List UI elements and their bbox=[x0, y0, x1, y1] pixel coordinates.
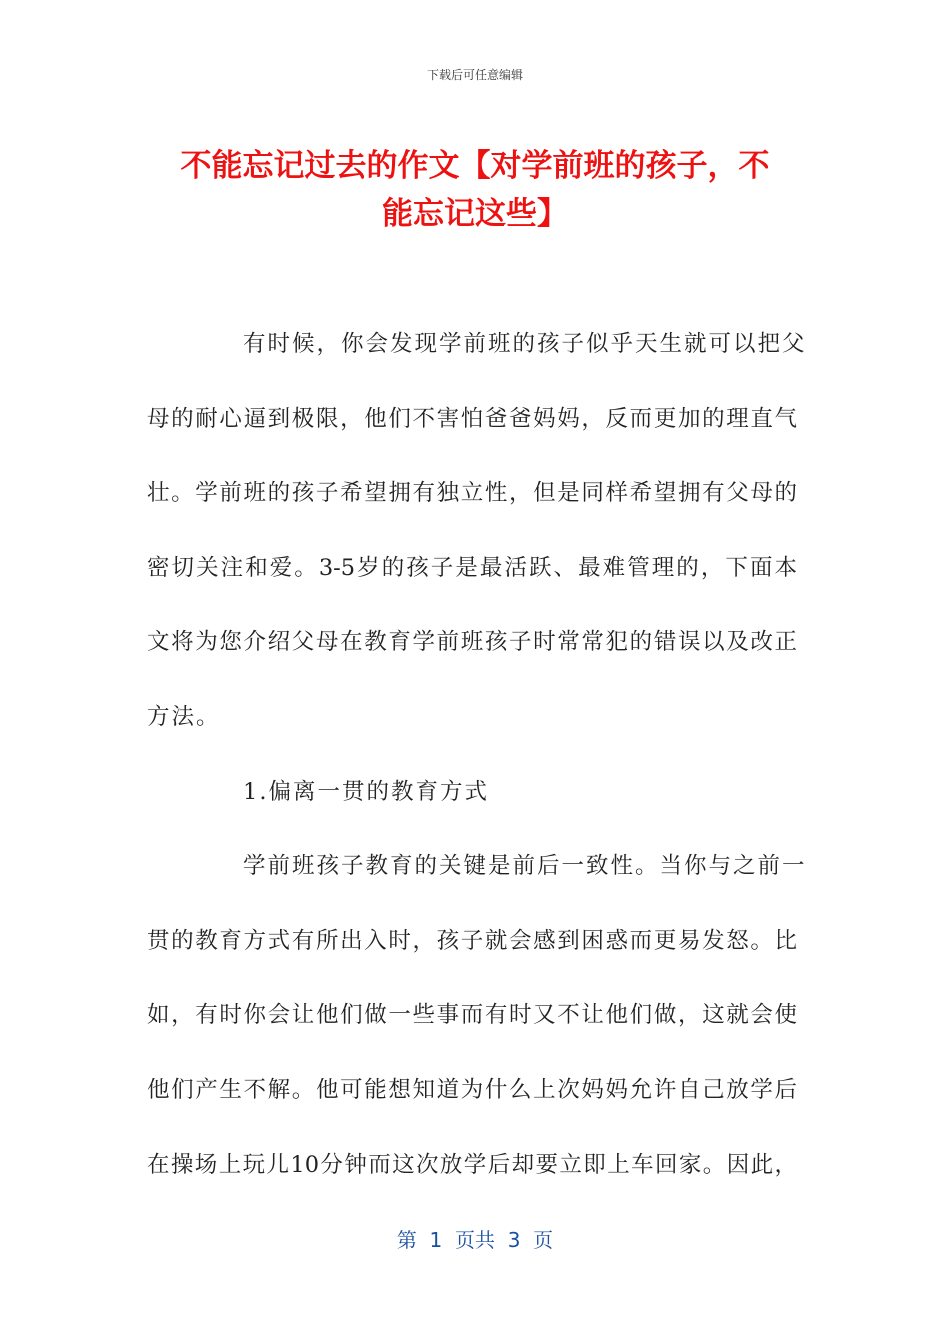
document-title bbox=[150, 142, 800, 238]
section-heading: 1.偏离一贯的教育方式 bbox=[243, 778, 489, 805]
paragraph-2-line-2: 贯的教育方式有所出入时，孩子就会感到困惑而更易发怒。比 bbox=[147, 927, 797, 954]
page-number-footer: 第 1 页共 3 页 bbox=[396, 1228, 554, 1252]
paragraph-2-line-3: 如，有时你会让他们做一些事而有时又不让他们做，这就会使 bbox=[147, 1002, 797, 1029]
title-line-1: 不能忘记过去的作文【对学前班的孩子，不 bbox=[180, 148, 770, 184]
paragraph-1-line-3: 壮。学前班的孩子希望拥有独立性，但是同样希望拥有父母的 bbox=[147, 480, 797, 507]
paragraph-1-line-6: 方法。 bbox=[147, 703, 221, 730]
header-note: 下载后可任意编辑 bbox=[426, 68, 523, 82]
paragraph-1-line-1: 有时候，你会发现学前班的孩子似乎天生就可以把父 bbox=[243, 331, 807, 357]
document-body bbox=[147, 320, 807, 1215]
paragraph-2-line-5: 在操场上玩儿10分钟而这次放学后却要立即上车回家。因此， bbox=[147, 1151, 797, 1178]
paragraph-1-line-2: 母的耐心逼到极限，他们不害怕爸爸妈妈，反而更加的理直气 bbox=[147, 405, 797, 432]
paragraph-1-line-5: 文将为您介绍父母在教育学前班孩子时常常犯的错误以及改正 bbox=[147, 629, 797, 656]
paragraph-1-line-4: 密切关注和爱。3-5岁的孩子是最活跃、最难管理的，下面本 bbox=[147, 554, 797, 581]
title-line-2: 能忘记这些】 bbox=[382, 196, 568, 232]
paragraph-2-line-4: 他们产生不解。他可能想知道为什么上次妈妈允许自己放学后 bbox=[147, 1076, 797, 1103]
paragraph-2-line-1: 学前班孩子教育的关键是前后一致性。当你与之前一 bbox=[243, 853, 807, 880]
